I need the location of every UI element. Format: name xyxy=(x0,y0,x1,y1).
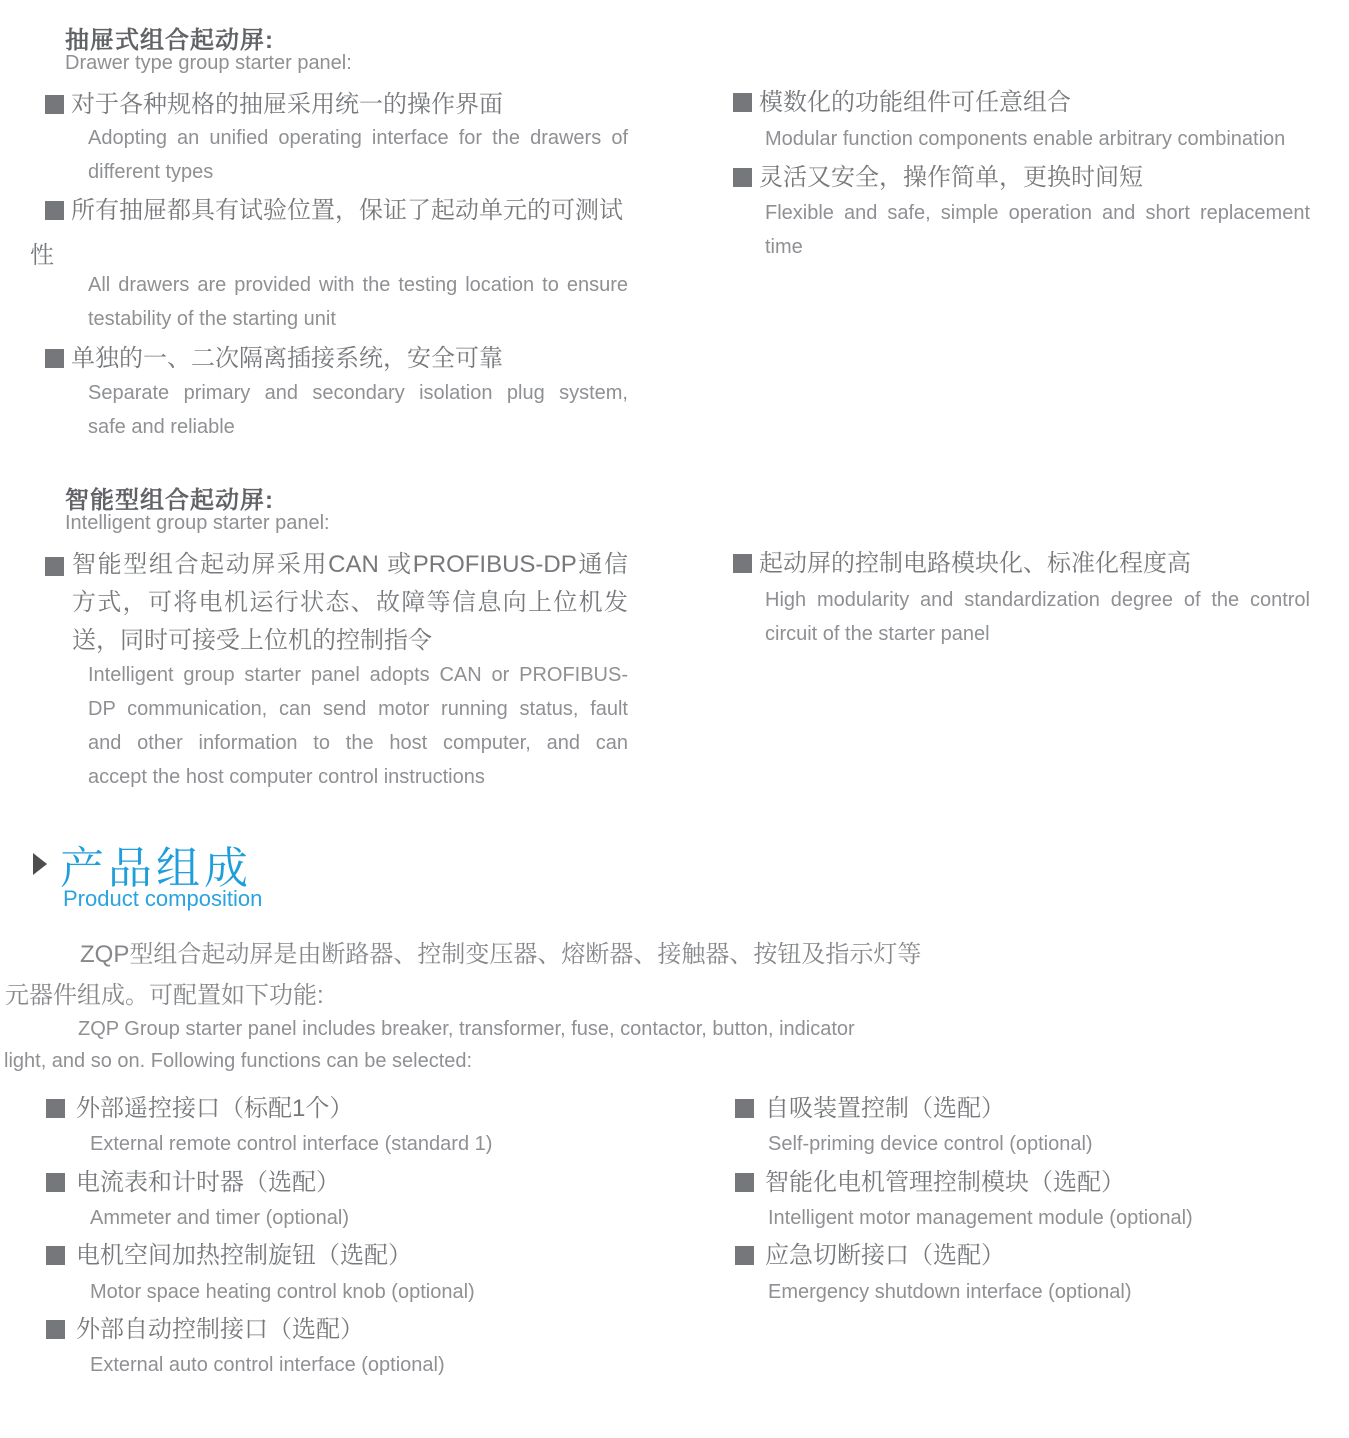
text-line: DP communication, can send motor running status, fault xyxy=(88,698,628,720)
composition-title-zh: 产品组成 xyxy=(60,844,252,893)
drawer-right-item-2 xyxy=(733,163,1143,193)
composition-left-item-2 xyxy=(46,1168,340,1198)
text-line: Adopting an unified operating interface for the drawers of xyxy=(88,127,628,149)
text-line: 智能型组合起动屏采用CAN 或PROFIBUS-DP通信 xyxy=(72,551,628,578)
square-bullet-icon xyxy=(733,168,752,187)
drawer-left-item-2-zh: 所有抽屉都具有试验位置，保证了起动单元的可测试 xyxy=(71,197,623,224)
drawer-left-item-2-en xyxy=(88,268,628,336)
composition-right-item-2-zh: 智能化电机管理控制模块（选配） xyxy=(765,1169,1125,1196)
composition-left-item-3-zh: 电机空间加热控制旋钮（选配） xyxy=(76,1242,412,1269)
text-line: time xyxy=(765,236,803,258)
composition-right-item-1-zh: 自吸装置控制（选配） xyxy=(765,1095,1005,1122)
composition-left-item-3 xyxy=(46,1241,412,1271)
intelligent-left-item-zh xyxy=(72,546,628,660)
composition-right-item-3-zh: 应急切断接口（选配） xyxy=(765,1242,1005,1269)
text-line: Intelligent group starter panel adopts CAN or PROFIBUS- xyxy=(88,664,628,686)
drawer-left-item-2 xyxy=(45,196,623,226)
text-line: different types xyxy=(88,161,214,183)
square-bullet-icon xyxy=(735,1173,754,1192)
composition-right-item-2-en: Intelligent motor management module (optional) xyxy=(768,1207,1193,1229)
drawer-left-item-1-zh: 对于各种规格的抽屉采用统一的操作界面 xyxy=(71,91,503,118)
drawer-left-item-2-zh-wrap: 性 xyxy=(30,242,54,269)
text-line: circuit of the starter panel xyxy=(765,623,990,645)
text-line: All drawers are provided with the testing location to ensure xyxy=(88,274,628,296)
intelligent-left-item-en xyxy=(88,658,628,794)
composition-left-item-4-zh: 外部自动控制接口（选配） xyxy=(76,1316,364,1343)
intelligent-right-item-zh: 起动屏的控制电路模块化、标准化程度高 xyxy=(759,550,1191,577)
composition-left-item-1 xyxy=(46,1094,353,1124)
drawer-right-item-1-zh: 模数化的功能组件可任意组合 xyxy=(759,89,1071,116)
composition-right-item-2 xyxy=(735,1168,1125,1198)
text-line: safe and reliable xyxy=(88,416,235,438)
text-line: accept the host computer control instructions xyxy=(88,766,485,788)
square-bullet-icon xyxy=(733,93,752,112)
drawer-right-item-1-en xyxy=(765,122,1313,156)
composition-left-item-2-zh: 电流表和计时器（选配） xyxy=(76,1169,340,1196)
drawer-right-item-2-en xyxy=(765,196,1310,264)
composition-left-item-2-en: Ammeter and timer (optional) xyxy=(90,1207,349,1229)
drawer-right-item-1 xyxy=(733,88,1071,118)
composition-left-item-3-en: Motor space heating control knob (optional) xyxy=(90,1281,475,1303)
section-arrow-icon xyxy=(33,853,47,875)
drawer-right-item-2-zh: 灵活又安全，操作简单，更换时间短 xyxy=(759,164,1143,191)
square-bullet-icon xyxy=(46,1246,65,1265)
composition-para-en-line-1: ZQP Group starter panel includes breaker, transformer, fuse, contactor, button, indicator xyxy=(78,1018,855,1040)
intelligent-heading-en: Intelligent group starter panel: xyxy=(65,512,330,534)
square-bullet-icon xyxy=(45,95,64,114)
intelligent-right-item-en xyxy=(765,583,1310,651)
composition-left-item-1-en: External remote control interface (standard 1) xyxy=(90,1133,493,1155)
drawer-left-item-3 xyxy=(45,344,503,374)
text-line: 方式，可将电机运行状态、故障等信息向上位机发 xyxy=(72,589,628,616)
text-line: High modularity and standardization degree of the control xyxy=(765,589,1310,611)
square-bullet-icon xyxy=(735,1099,754,1118)
composition-left-item-1-zh: 外部遥控接口（标配1个） xyxy=(76,1095,354,1122)
square-bullet-icon xyxy=(45,557,64,576)
intelligent-heading-zh: 智能型组合起动屏: xyxy=(65,487,274,514)
composition-left-item-4-en: External auto control interface (optional) xyxy=(90,1354,445,1376)
drawer-left-item-1-en xyxy=(88,121,628,189)
text-line: 送，同时可接受上位机的控制指令 xyxy=(72,627,432,654)
square-bullet-icon xyxy=(46,1320,65,1339)
composition-para-en-line-2: light, and so on. Following functions can be selected: xyxy=(4,1050,473,1072)
text-line: Modular function components enable arbitrary combination xyxy=(765,128,1286,150)
composition-para-zh-line-1: ZQP型组合起动屏是由断路器、控制变压器、熔断器、接触器、按钮及指示灯等 xyxy=(80,941,922,968)
drawer-left-item-3-zh: 单独的一、二次隔离插接系统，安全可靠 xyxy=(71,345,503,372)
drawer-left-item-1 xyxy=(45,90,503,120)
composition-right-item-1-en: Self-priming device control (optional) xyxy=(768,1133,1093,1155)
text-line: Separate primary and secondary isolation plug system, xyxy=(88,382,628,404)
square-bullet-icon xyxy=(45,201,64,220)
composition-right-item-3 xyxy=(735,1241,1005,1271)
composition-left-item-4 xyxy=(46,1315,364,1345)
text-line: Flexible and safe, simple operation and short replacement xyxy=(765,202,1310,224)
text-line: testability of the starting unit xyxy=(88,308,336,330)
drawer-heading-en: Drawer type group starter panel: xyxy=(65,52,352,74)
composition-right-item-1 xyxy=(735,1094,1005,1124)
square-bullet-icon xyxy=(735,1246,754,1265)
drawer-left-item-3-en xyxy=(88,376,628,444)
composition-right-item-3-en: Emergency shutdown interface (optional) xyxy=(768,1281,1132,1303)
square-bullet-icon xyxy=(733,554,752,573)
intelligent-right-item xyxy=(733,549,1191,579)
composition-para-zh-line-2: 元器件组成。可配置如下功能: xyxy=(5,982,324,1009)
drawer-heading-zh: 抽屉式组合起动屏: xyxy=(65,27,274,54)
square-bullet-icon xyxy=(46,1173,65,1192)
square-bullet-icon xyxy=(45,349,64,368)
composition-title-en: Product composition xyxy=(63,886,263,911)
square-bullet-icon xyxy=(46,1099,65,1118)
text-line: and other information to the host computer, and can xyxy=(88,732,628,754)
